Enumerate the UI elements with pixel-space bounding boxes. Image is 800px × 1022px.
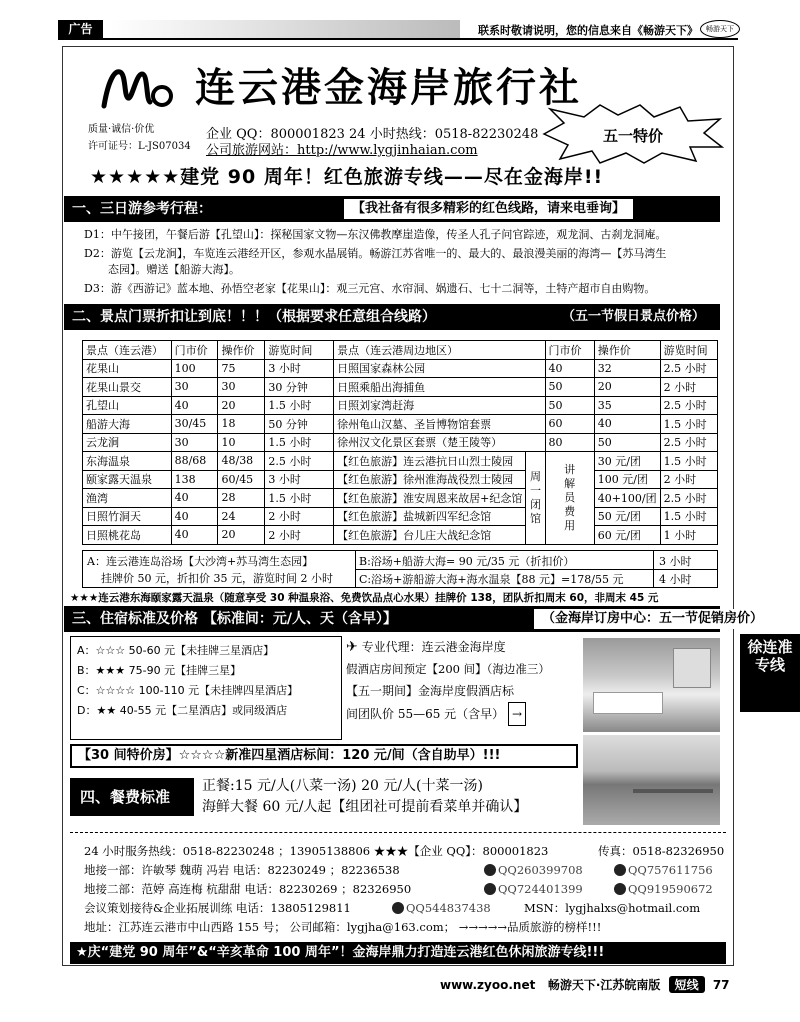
combo-c-time: 4 小时	[659, 573, 692, 586]
dept2: 地接二部：范婷 高连梅 杭甜甜 电话：82230269 ；82326950	[84, 882, 412, 896]
section3-bar	[64, 606, 764, 632]
section3-std: 【标准间：元/人、天（含早）】	[202, 611, 397, 627]
table-cell: 35	[594, 396, 660, 415]
table-cell: 徐州龟山汉墓、圣旨博物馆套票	[334, 415, 545, 434]
table-cell: 1.5 小时	[660, 415, 717, 434]
table-cell: 24	[218, 507, 265, 526]
bed-shape	[593, 692, 663, 714]
table-cell: 2.5 小时	[660, 433, 717, 452]
table-cell: 40	[171, 507, 218, 526]
meal-line: 正餐:15 元/人(八菜一汤) 20 元/人(十菜一汤)	[202, 778, 483, 794]
table-cell: 20	[218, 396, 265, 415]
header-cell: 游览时间	[265, 341, 334, 360]
dept1-qq1: QQ260399708	[498, 863, 583, 877]
table-cell: 【红色旅游】淮安周恩来故居+纪念馆	[334, 489, 526, 508]
table-cell: 30	[171, 433, 218, 452]
agent-line: 假酒店房间预定【200 间】（海边准三）	[346, 662, 550, 676]
msn: MSN：lygjhalxs@hotmail.com	[524, 901, 701, 915]
table-cell: 2.5 小时	[660, 359, 717, 378]
dept1-qq2: QQ757611756	[628, 863, 713, 877]
table-cell: 日照桃花岛	[83, 526, 172, 545]
agent-block	[346, 636, 580, 740]
qq-icon	[484, 864, 496, 876]
agent-line: 【五一期间】金海岸度假酒店标	[346, 684, 515, 698]
side-tab-label: 徐连准 专线	[747, 638, 793, 674]
company-motto: 质量·诚信·价优	[88, 124, 155, 135]
footer-brand: 畅游天下·江苏皖南版	[547, 978, 661, 992]
table-row	[83, 415, 718, 434]
section1-title: 一、三日游参考行程：	[72, 201, 212, 217]
table-cell: 2.5 小时	[660, 489, 717, 508]
table-row	[83, 526, 718, 545]
table-cell: 30 元/团	[594, 452, 660, 471]
table-row	[83, 489, 718, 508]
table-cell: 28	[218, 489, 265, 508]
hotel-item: B：★★★ 75-90 元【挂牌三星】	[77, 664, 242, 677]
table-cell: 40+100/团	[594, 489, 660, 508]
table-cell: 50 分钟	[265, 415, 334, 434]
table-cell: 日照乘船出海捕鱼	[334, 378, 545, 397]
section1-bar	[64, 196, 720, 222]
closed-label: 周 一 闭 馆	[526, 452, 545, 545]
price-table	[82, 340, 718, 545]
combo-a-line2: 挂牌价 50 元，折扣价 35 元，游览时间 2 小时	[101, 572, 333, 585]
qq-hotline: 企业 QQ：800001823 24 小时热线：0518-82230248	[206, 127, 539, 142]
qq-icon	[392, 902, 404, 914]
footer	[440, 976, 730, 993]
section2-bar	[64, 304, 720, 330]
table-cell: 100 元/团	[594, 470, 660, 489]
meal-line: 海鲜大餐 60 元/人起【组团社可提前看菜单并确认】	[202, 799, 528, 815]
table-cell: 3 小时	[265, 359, 334, 378]
table-cell: 1.5 小时	[660, 507, 717, 526]
table-cell: 40	[171, 396, 218, 415]
table-cell: 3 小时	[265, 470, 334, 489]
side-tab	[740, 634, 800, 712]
table-cell: 50 元/团	[594, 507, 660, 526]
combo-b-time: 3 小时	[659, 555, 692, 568]
footer-site: www.zyoo.net	[440, 978, 536, 992]
table-cell: 东海温泉	[83, 452, 172, 471]
table-cell: 30	[171, 378, 218, 397]
main-headline: ★★★★★建党 90 周年！红色旅游专线——尽在金海岸!!	[90, 166, 604, 188]
section3-title: 三、住宿标准及价格	[72, 611, 198, 627]
section3-callout: （金海岸订房中心：五一节促销房价）	[534, 609, 771, 629]
header-notice: 联系时敬请说明，您的信息来自《畅游天下》	[478, 24, 698, 37]
table-cell: 颐家露天温泉	[83, 470, 172, 489]
table-row	[83, 433, 718, 452]
section1-callout: 【我社备有很多精彩的红色线路，请来电垂询】	[344, 199, 633, 219]
contacts-rule	[70, 832, 726, 833]
table-cell: 20	[218, 526, 265, 545]
table-cell: 1.5 小时	[265, 433, 334, 452]
combo-box	[82, 550, 718, 588]
table-row	[83, 452, 718, 471]
website-link[interactable]: 公司旅游网站：http://www.lygjinhaian.com	[206, 143, 478, 158]
hotel-room-photo	[583, 638, 720, 732]
header-cell: 操作价	[218, 341, 265, 360]
table-cell: 60 元/团	[594, 526, 660, 545]
hotel-item: C：☆☆☆☆ 100-110 元【未挂牌四星酒店】	[77, 684, 299, 697]
table-cell: 1.5 小时	[660, 452, 717, 471]
header-cell: 门市价	[545, 341, 594, 360]
table-row	[83, 396, 718, 415]
table-cell: 75	[218, 359, 265, 378]
table-cell: 日照刘家湾赶海	[334, 396, 545, 415]
qq-icon	[484, 883, 496, 895]
table-cell: 30 分钟	[265, 378, 334, 397]
combo-divider2	[653, 551, 654, 587]
header-cell: 操作价	[594, 341, 660, 360]
table-cell: 1 小时	[660, 526, 717, 545]
table-cell: 20	[594, 378, 660, 397]
table-cell: 2.5 小时	[265, 452, 334, 471]
table-cell: 【红色旅游】徐州淮海战役烈士陵园	[334, 470, 526, 489]
combo-divider-h	[355, 569, 717, 570]
footer-pill: 短线	[669, 976, 705, 993]
table-cell: 40	[545, 359, 594, 378]
table-cell: 日照竹洞天	[83, 507, 172, 526]
table-cell: 船游大海	[83, 415, 172, 434]
itinerary-day2-cont: 态园】。赠送【船游大海】。	[108, 263, 240, 276]
meal-text	[202, 776, 527, 818]
table-cell: 40	[171, 489, 218, 508]
special-rooms: 【30 间特价房】☆☆☆☆新准四星酒店标间：120 元/间（含自助早）!!!	[70, 744, 578, 768]
dept2-qq1: QQ724401399	[498, 882, 583, 896]
hot-spring-note: ★★★连云港东海颐家露天温泉（随意享受 30 种温泉浴、免费饮品点心水果）挂牌价 138，团队折扣周末 60，非周末 45 元	[70, 592, 659, 604]
hotline: 24 小时服务热线：0518-82230248 ；13905138806 ★★★【企业 QQ】：800001823	[84, 844, 549, 858]
magazine-logo: 畅游天下	[700, 20, 740, 38]
section4-title: 四、餐费标准	[70, 778, 194, 816]
section2-title: 二、景点门票折扣让到底！！！（根据要求任意组合线路）	[72, 309, 436, 325]
hotel-item: D：★★ 40-55 元【二星酒店】或同级酒店	[77, 704, 288, 717]
combo-a-line1: A：连云港连岛浴场【大沙湾+苏马湾生态园】	[87, 555, 314, 568]
table-cell: 云龙涧	[83, 433, 172, 452]
footer-page: 77	[712, 978, 730, 992]
table-cell: 2 小时	[265, 507, 334, 526]
ad-tag: 广告	[58, 20, 103, 38]
header-cell: 游览时间	[660, 341, 717, 360]
table-cell: 2 小时	[265, 526, 334, 545]
table-cell: 【红色旅游】盐城新四军纪念馆	[334, 507, 526, 526]
itinerary-day1: D1：中午接团，午餐后游【孔望山】：探秘国家文物—东汉佛教摩崖造像，传圣人孔子问官踪迹，观龙洞、古刹龙洞庵。	[84, 228, 667, 241]
seaside-photo	[583, 735, 720, 825]
table-row	[83, 359, 718, 378]
combo-b: B:浴场+船游大海= 90 元/35 元（折扣价）	[359, 555, 575, 568]
hotel-item: A：☆☆☆ 50-60 元【未挂牌三星酒店】	[77, 644, 275, 657]
agent-line: 间团队价 55—65 元（含早）	[346, 707, 505, 721]
table-cell: 40	[171, 526, 218, 545]
contacts-block	[84, 842, 725, 937]
qq-icon	[614, 883, 626, 895]
meeting-qq: QQ544837438	[406, 901, 491, 915]
table-cell: 2.5 小时	[660, 396, 717, 415]
combo-c: C:浴场+游船游大海+海水温泉【88 元】=178/55 元	[359, 573, 624, 586]
itinerary-day3: D3：游《西游记》蓝本地、孙悟空老家【花果山】：观三元宫、水帘洞、娲遗石、七十二洞等，土特产超市自由购物。	[84, 282, 656, 295]
table-cell: 30/45	[171, 415, 218, 434]
table-cell: 60/45	[218, 470, 265, 489]
table-cell: 40	[594, 415, 660, 434]
table-cell: 渔湾	[83, 489, 172, 508]
table-cell: 30	[218, 378, 265, 397]
table-cell: 【红色旅游】连云港抗日山烈士陵园	[334, 452, 526, 471]
table-cell: 50	[545, 378, 594, 397]
permit-number: 许可证号：L-JS07034	[88, 141, 191, 152]
table-row	[83, 507, 718, 526]
table-row	[83, 378, 718, 397]
company-logo	[98, 62, 178, 114]
guide-label: 讲 解 员 费 用	[545, 452, 594, 545]
itinerary-day2: D2：游览【云龙涧】，车览连云港经开区，参观水晶展销。畅游江苏省唯一的、最大的、最浪漫美丽的海湾—【苏马湾生	[84, 247, 667, 260]
special-offer-burst	[540, 103, 725, 165]
table-cell: 88/68	[171, 452, 218, 471]
burst-label: 五一特价	[602, 127, 664, 145]
table-cell: 18	[218, 415, 265, 434]
table-cell: 60	[545, 415, 594, 434]
dept1: 地接一部：许敏琴 魏萌 冯岩 电话：82230249 ；82236538	[84, 863, 400, 877]
table-cell: 2 小时	[660, 378, 717, 397]
table-cell: 花果山	[83, 359, 172, 378]
header-cell: 景点（连云港周边地区）	[334, 341, 545, 360]
table-cell: 10	[218, 433, 265, 452]
agent-line: 专业代理：连云港金海岸度	[361, 640, 506, 654]
table-cell: 32	[594, 359, 660, 378]
header-gradient	[110, 20, 460, 38]
header-rule	[58, 38, 738, 40]
table-cell: 2 小时	[660, 470, 717, 489]
table-cell: 【红色旅游】台儿庄大战纪念馆	[334, 526, 526, 545]
header-cell: 景点（连云港）	[83, 341, 172, 360]
table-cell: 138	[171, 470, 218, 489]
company-title: 连云港金海岸旅行社	[195, 64, 582, 111]
table-header-row	[83, 341, 718, 360]
pier-shape	[633, 789, 713, 793]
table-cell: 花果山景交	[83, 378, 172, 397]
table-cell: 徐州汉文化景区套票（楚王陵等）	[334, 433, 545, 452]
table-cell: 80	[545, 433, 594, 452]
arrow-right-icon: →	[508, 702, 526, 726]
plane-icon: ✈	[346, 639, 358, 655]
table-cell: 孔望山	[83, 396, 172, 415]
table-row	[83, 470, 718, 489]
section2-callout: （五一节假日景点价格）	[554, 307, 713, 327]
table-cell: 100	[171, 359, 218, 378]
address: 地址：江苏连云港市中山西路 155 号； 公司邮箱：lygjha@163.com； →→→→→品质旅游的榜样!!!	[84, 920, 602, 934]
header-cell: 门市价	[171, 341, 218, 360]
table-cell: 1.5 小时	[265, 396, 334, 415]
dept2-qq2: QQ919590672	[628, 882, 713, 896]
table-cell: 日照国家森林公园	[334, 359, 545, 378]
qq-icon	[614, 864, 626, 876]
table-cell: 1.5 小时	[265, 489, 334, 508]
table-cell: 50	[594, 433, 660, 452]
bottom-banner: ★庆“建党 90 周年”&“辛亥革命 100 周年”！金海岸鼎力打造连云港红色休闲旅游专线!!!	[70, 942, 726, 964]
meeting: 会议策划接待&企业拓展训练 电话：13805129811	[84, 901, 351, 915]
table-cell: 50	[545, 396, 594, 415]
table-cell: 48/38	[218, 452, 265, 471]
window-shape	[673, 648, 711, 688]
hotel-list	[70, 636, 342, 740]
fax: 传真：0518-82326950	[598, 844, 725, 858]
